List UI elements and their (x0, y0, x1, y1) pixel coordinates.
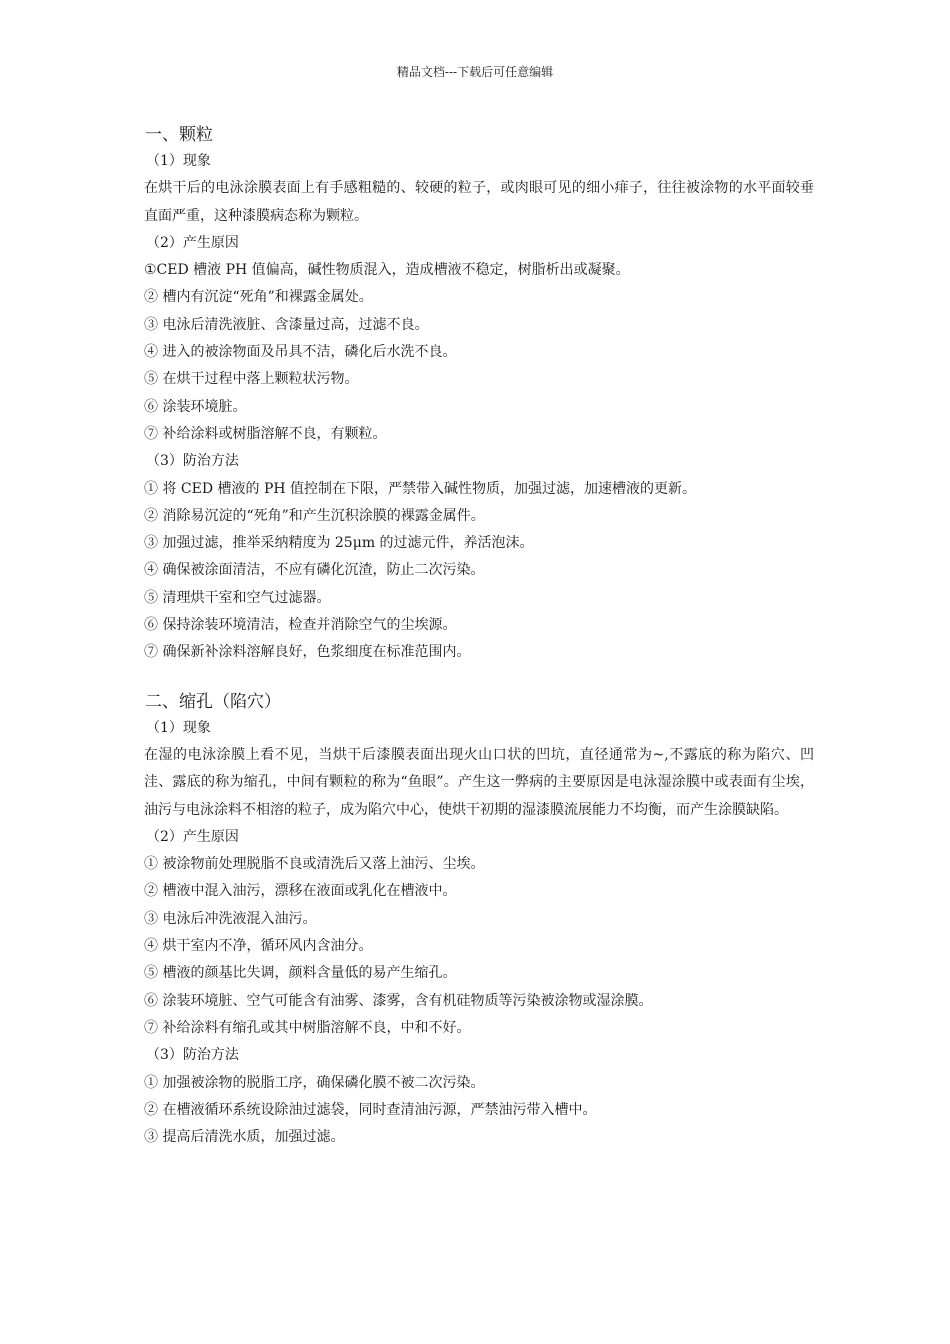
method-item: ① 将 CED 槽液的 PH 值控制在下限，严禁带入碱性物质，加强过滤，加速槽液的更新。 (144, 480, 697, 497)
cause-heading: （2）产生原因 (146, 828, 239, 845)
cause-item: ⑦ 补给涂料有缩孔或其中树脂溶解不良，中和不好。 (144, 1019, 471, 1036)
cause-heading: （2）产生原因 (146, 234, 239, 251)
cause-item: ⑥ 涂装环境脏。 (144, 398, 247, 415)
method-item: ① 加强被涂物的脱脂工序，确保磷化膜不被二次污染。 (144, 1074, 485, 1091)
section-title: 一、颗粒 (145, 125, 213, 145)
method-item: ④ 确保被涂面清洁，不应有磷化沉渣，防止二次污染。 (144, 562, 485, 579)
phenomenon-heading: （1）现象 (146, 719, 211, 736)
phenomenon-text: 在湿的电泳涂膜上看不见，当烘干后漆膜表面出现火山口状的凹坑，直径通常为~,不露底的称为陷穴、凹洼、露底的称为缩孔，中间有颗粒的称为“鱼眼”。产生这一弊病的主要原因是电泳湿涂膜中或表面有尘埃，油污与电泳涂料不相溶的粒子，成为陷穴中心，使烘干初期的湿漆膜流展能力不均衡，而产生涂膜缺陷。 (144, 746, 814, 818)
method-item: ③ 加强过滤，推举采纳精度为 25μm 的过滤元件，养活泡沫。 (144, 535, 534, 552)
method-item: ⑥ 保持涂装环境清洁，检查并消除空气的尘埃源。 (144, 617, 457, 634)
section-gap (144, 667, 814, 689)
method-heading: （3）防治方法 (146, 453, 239, 470)
cause-item: ① 被涂物前处理脱脂不良或清洗后又落上油污、尘埃。 (144, 856, 485, 873)
cause-item: ①CED 槽液 PH 值偏高，碱性物质混入，造成槽液不稳定，树脂析出或凝聚。 (144, 262, 630, 279)
cause-item: ② 槽液中混入油污，漂移在液面或乳化在槽液中。 (144, 883, 457, 900)
cause-item: ③ 电泳后冲洗液混入油污。 (144, 910, 317, 927)
cause-item: ④ 进入的被涂物面及吊具不洁，磷化后水洗不良。 (144, 344, 457, 361)
method-item: ③ 提高后清洗水质，加强过滤。 (144, 1129, 345, 1146)
section-title: 二、缩孔（陷穴） (145, 691, 281, 712)
cause-item: ③ 电泳后清洗液脏、含漆量过高，过滤不良。 (144, 316, 429, 333)
cause-item: ② 槽内有沉淀“死角”和裸露金属处。 (144, 289, 373, 306)
section-craters (144, 689, 814, 1152)
cause-item: ⑦ 补给涂料或树脂溶解不良，有颗粒。 (144, 425, 387, 442)
document-body (144, 122, 814, 1151)
cause-item: ⑤ 槽液的颜基比失调，颜料含量低的易产生缩孔。 (144, 965, 457, 982)
cause-item: ⑤ 在烘干过程中落上颗粒状污物。 (144, 371, 359, 388)
page-header: 精品文档---下载后可任意编辑 (396, 65, 554, 79)
method-item: ② 消除易沉淀的“死角”和产生沉积涂膜的裸露金属件。 (144, 507, 485, 524)
method-item: ⑦ 确保新补涂料溶解良好，色浆细度在标准范围内。 (144, 644, 471, 661)
method-heading: （3）防治方法 (146, 1047, 239, 1064)
cause-item: ⑥ 涂装环境脏、空气可能含有油雾、漆雾，含有机硅物质等污染被涂物或湿涂膜。 (144, 992, 653, 1009)
phenomenon-heading: （1）现象 (146, 153, 211, 169)
method-item: ② 在槽液循环系统设除油过滤袋，同时查清油污源，严禁油污带入槽中。 (144, 1101, 597, 1118)
section-granules (144, 122, 814, 667)
method-item: ⑤ 清理烘干室和空气过滤器。 (144, 589, 331, 606)
phenomenon-text: 在烘干后的电泳涂膜表面上有手感粗糙的、较硬的粒子，或肉眼可见的细小痱子，往往被涂物的水平面较垂直面严重，这种漆膜病态称为颗粒。 (144, 180, 814, 224)
cause-item: ④ 烘干室内不净，循环风内含油分。 (144, 938, 373, 955)
